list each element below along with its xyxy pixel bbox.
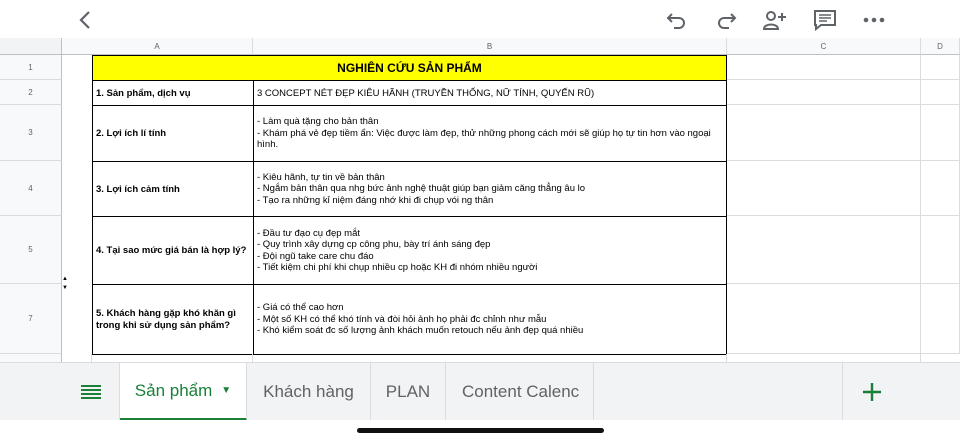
cell-gap-next <box>62 354 92 362</box>
comment-icon[interactable] <box>812 7 838 33</box>
cell-b5-line: - Đội ngũ take care chu đáo <box>257 250 374 262</box>
hidden-row-up-icon[interactable]: ▲ <box>62 276 68 282</box>
top-toolbar <box>0 0 960 38</box>
cell-c1[interactable] <box>727 55 921 80</box>
cell-b5-line: - Tiết kiệm chi phí khi chụp nhiều cp hoặc KH đi nhóm nhiều người <box>257 262 538 273</box>
cell-d1[interactable] <box>921 55 960 80</box>
cell-b7-line: - Khó kiểm soát đc số lượng ảnh khách muốn retouch nếu ảnh đẹp quá nhiều <box>257 325 584 337</box>
column-header-a[interactable]: A <box>62 38 253 55</box>
cell-b3-line: - Khám phá vẻ đẹp tiềm ẩn: Việc được làm đẹp, thử những phong cách mới sẽ giúp họ tự tin hơn vào ngoại hình. <box>257 127 711 151</box>
cell-b3[interactable] <box>253 105 727 162</box>
cell-a2[interactable]: 1. Sản phẩm, dịch vụ <box>92 80 254 106</box>
cell-d3[interactable] <box>921 105 960 161</box>
cell-a-next[interactable] <box>92 354 253 362</box>
spreadsheet-grid[interactable] <box>0 38 960 362</box>
home-indicator <box>357 428 604 433</box>
tab-san-pham[interactable] <box>120 363 247 421</box>
cell-b7-line: - Giá có thể cao hơn <box>257 302 344 314</box>
column-header-b[interactable]: B <box>253 38 727 55</box>
back-arrow-icon[interactable] <box>72 7 98 33</box>
tab-khach-hang[interactable]: Khách hàng <box>247 363 371 421</box>
tab-label: Sản phẩm <box>134 380 213 400</box>
cell-b5-line: - Quy trình xây dựng cp công phu, bày trí ánh sáng đẹp <box>257 239 491 250</box>
cell-c4[interactable] <box>727 161 921 216</box>
redo-icon[interactable] <box>713 7 739 33</box>
all-sheets-menu-icon[interactable] <box>62 363 120 421</box>
cell-b7[interactable] <box>253 284 727 355</box>
cell-b5[interactable] <box>253 216 727 285</box>
column-header-c[interactable]: C <box>727 38 921 55</box>
cell-a3[interactable]: 2. Lợi ích lí tính <box>92 105 254 162</box>
cell-b7-line: - Một số KH có thể khó tính và đòi hỏi ảnh họ phải đc chỉnh như mẫu <box>257 313 547 325</box>
cell-b5-line: - Đầu tư đạo cụ đẹp mắt <box>257 227 360 239</box>
row-header-next[interactable] <box>0 354 62 362</box>
cell-b4-line: - Kiêu hãnh, tự tin về bản thân <box>257 171 385 183</box>
tab-plan[interactable]: PLAN <box>371 363 446 421</box>
undo-icon[interactable] <box>664 7 690 33</box>
cell-c-next[interactable] <box>727 354 921 362</box>
cell-a5[interactable]: 4. Tại sao mức giá bán là hợp lý? <box>92 216 254 285</box>
add-sheet-icon[interactable] <box>842 363 900 421</box>
cell-d7[interactable] <box>921 284 960 354</box>
tab-dropdown-icon[interactable]: ▼ <box>221 385 232 396</box>
cell-c7[interactable] <box>727 284 921 354</box>
cell-b4-line: - Ngắm bản thân qua nhg bức ảnh nghệ thuật giúp bạn giảm căng thẳng âu lo <box>257 183 586 195</box>
cell-b4[interactable] <box>253 161 727 217</box>
cell-a7-line: 5. Khách hàng gặp khó khăn gì <box>96 308 236 319</box>
cell-c5[interactable] <box>727 216 921 284</box>
select-all-corner[interactable] <box>0 38 62 55</box>
row-header-3[interactable]: 3 <box>0 105 62 161</box>
cell-a4[interactable]: 3. Lợi ích cảm tính <box>92 161 254 217</box>
row-header-4[interactable]: 4 <box>0 161 62 216</box>
cell-d5[interactable] <box>921 216 960 284</box>
more-icon[interactable] <box>861 7 887 33</box>
tab-content-calendar[interactable]: Content Calenc <box>446 363 594 421</box>
title-cell[interactable]: NGHIÊN CỨU SẢN PHẨM <box>92 55 727 81</box>
cell-d2[interactable] <box>921 80 960 105</box>
cell-b4-line: - Tạo ra những kỉ niệm đáng nhớ khi đi chụp vói ng thân <box>257 194 494 206</box>
cell-b-next[interactable] <box>253 354 727 362</box>
add-person-icon[interactable] <box>762 7 788 33</box>
column-header-d[interactable]: D <box>921 38 960 55</box>
hidden-row-down-icon[interactable]: ▼ <box>62 285 68 291</box>
cell-a7[interactable] <box>92 284 254 355</box>
cell-b2[interactable]: 3 CONCEPT NÉT ĐẸP KIÊU HÃNH (TRUYỀN THỐNG, NỮ TÍNH, QUYẾN RŨ) <box>253 80 727 106</box>
cell-c3[interactable] <box>727 105 921 161</box>
cell-c2[interactable] <box>727 80 921 105</box>
cell-a7-line: trong khi sử dụng sản phẩm? <box>96 319 231 331</box>
sheet-tab-bar <box>0 362 960 420</box>
row-header-5[interactable]: 5 <box>0 216 62 284</box>
row-header-7[interactable]: 7 <box>0 284 62 354</box>
row-header-1[interactable]: 1 <box>0 55 62 80</box>
row-header-2[interactable]: 2 <box>0 80 62 105</box>
cell-d4[interactable] <box>921 161 960 216</box>
cell-b3-line: - Làm quà tặng cho bản thân <box>257 116 379 128</box>
